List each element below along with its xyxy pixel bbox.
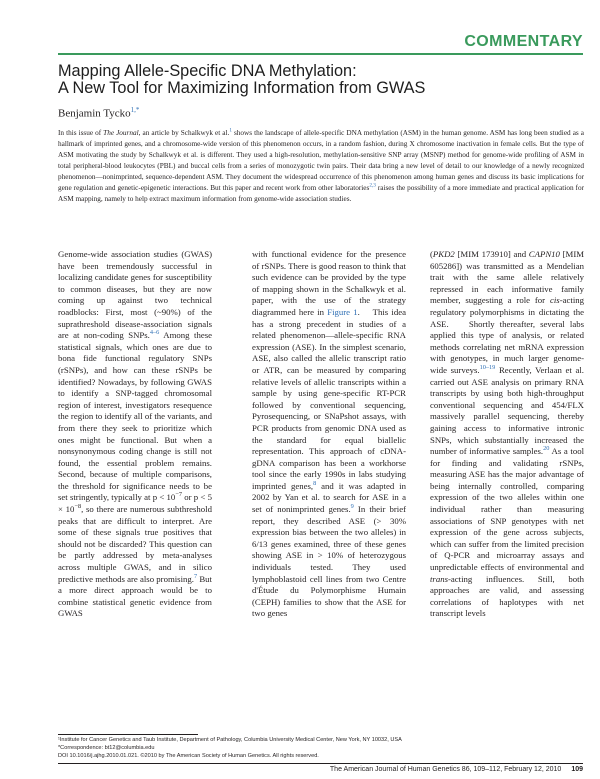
text-run: ( xyxy=(430,249,433,259)
exponent: −8 xyxy=(74,503,82,511)
text-run: In their brief report, they described ASE (> 30% expression bias between the two alleles) in 6/13 genes examined, three of these genes showing ASE in > 10% of heterozygous individuals tested. They used lymphoblastoid cell lines from two Centre d'Étude du Polymorphisme Humain (CEPH) families to show that the ASE for two genes xyxy=(252,504,407,619)
text-run: Recently, Verlaan et al. carried out ASE analysis on primary RNA transcripts by using both high-throughput conventional sequencing and 454/FLX massively parallel sequencing, thereby gaining access to informative intronic SNPs, which substantially increased the number of informative samples. xyxy=(430,364,584,457)
exponent: −7 xyxy=(175,491,182,499)
article-title xyxy=(58,63,538,97)
section-label: COMMENTARY xyxy=(464,33,583,50)
abstract xyxy=(58,128,584,205)
reference-citation[interactable]: 10–19 xyxy=(479,364,496,372)
affiliation-footnote: ¹Institute for Cancer Genetics and Taub Institute, Department of Pathology, Columbia University Medical Center, New York, NY 10032, USA xyxy=(58,737,402,743)
journal-citation: The American Journal of Human Genetics 86, 109–112, February 12, 2010 xyxy=(329,766,562,773)
figure-link[interactable]: Figure 1 xyxy=(327,306,358,317)
author-affiliation-marks[interactable]: 1,* xyxy=(130,106,140,114)
header-rule xyxy=(58,53,583,55)
title-line-1: Mapping Allele-Specific DNA Methylation: xyxy=(58,62,357,80)
page-number: 109 xyxy=(571,766,583,773)
reference-citation[interactable]: 4–6 xyxy=(149,329,160,337)
reference-citation[interactable]: 2,3 xyxy=(369,182,376,189)
italic-term: trans xyxy=(430,573,448,584)
text-run: , an article by Schalkwyk et al. xyxy=(138,129,230,137)
body-text xyxy=(58,249,212,620)
reference-citation[interactable]: 7 xyxy=(193,572,198,580)
reference-citation[interactable]: 1 xyxy=(229,127,232,134)
text-run: Among these statistical signals, which ones are due to bona fide functional regulatory SNPs (rSNPs), and how can these rSNPs be identified? Nowadays, by following GWAS to identify a SNP-tagged chromosomal region of interest, investigators resequence the region to identify all of the variants, and from there they seek to prioritize which ones might be functional. But when a nonsynonymous coding change is still not found, the essential problem remains. Second, because of multiple comparisons, the threshold for significance needs to be set stringently, typically at p < 10 xyxy=(58,330,212,503)
text-run: Genome-wide association studies (GWAS) have been tremendously successful in localizing candidate genes for susceptibility to common diseases, but they are now coming up against two technical roadblocks: First, most (~90%) of the suprathreshold disease-association signals are at non-coding SNPs. xyxy=(58,249,212,341)
text-run: [MIM 605286]) was transmitted as a Mendelian trait with the same allele relatively repressed in each informative family member, suggesting a role for xyxy=(430,249,585,306)
text-run: and it was adapted in 2002 by Yan et al. to search for ASE in a set of nonimprinted genes. xyxy=(252,480,406,515)
reference-citation[interactable]: 9 xyxy=(350,503,354,511)
text-run: with functional evidence for the presence of rSNPs. There is good reason to think that such evidence can be provided by the type of mapping shown in the Schalkwyk et al. paper, with the use of the strategy diagrammed here in xyxy=(252,249,406,317)
doi-footnote[interactable]: DOI 10.1016/j.ajhg.2010.01.021. ©2010 by The American Society of Human Genetics. All rights reserved. xyxy=(58,752,319,759)
body-column-1 xyxy=(58,249,212,620)
body-text xyxy=(252,249,406,620)
footnote-rule xyxy=(58,734,198,735)
page-footer xyxy=(330,766,583,773)
author-line xyxy=(58,106,139,120)
footnotes xyxy=(58,737,584,760)
abstract-text xyxy=(58,128,584,205)
text-run: -acting regulatory polymorphisms in dictating the ASE. Shortly thereafter, several labs applied this type of analysis, or related methods correlating net mRNA expression with genotypes, in much larger genome-wide surveys. xyxy=(430,295,584,375)
body-column-2 xyxy=(252,249,406,620)
text-run: shows the landscape of allele-specific DNA methylation (ASM) in the human genome. ASM has long been studied as a hallmark of imprinted genes, and a chromosome-wide version of this phenomenon occurs, in a random fashion, during X chromosome inactivation in female cells. But the type of ASM motivating the study by Schalkwyk et al. is different. They used a high-resolution, methylation-sensitive SNP array (MSNP) method for genome-wide profiling of ASM in total peripheral-blood leukocytes (PBL) and buccal cells from a series of monozygotic twin pairs. Their data bring a new level of detail to our knowledge of a newly recognized phenomenon—nonimprinted, sequence-dependent ASM. They document the widespread occurrence of this phenomenon among human genes and discuss its basic implications for gene regulation and genetic-epigenetic interactions. But this paper and recent work from other laboratories xyxy=(58,129,584,193)
text-run: But a more direct approach would be to combine statistical genetic evidence from GWAS xyxy=(58,573,212,619)
body-column-3 xyxy=(430,249,584,620)
text-run: In this issue of xyxy=(58,129,104,137)
title-line-2: A New Tool for Maximizing Information from GWAS xyxy=(58,79,426,97)
text-run: As a tool for finding and validating rSNPs, measuring ASE has the major advantage of being internally controlled, comparing expression of the two alleles within one individual rather than measuring associations of SNP genotypes with net expression of the gene across subjects, which can suffer from the limited precision of Q-PCR and microarray assays and unpredictable effects of environmental and xyxy=(430,446,584,573)
italic-term: The Journal xyxy=(103,129,139,137)
text-run: [MIM 173910] and xyxy=(454,249,529,259)
text-run: raises the possibility of a more immediate and practical application for ASM mapping, namely to help extract maximum information from genome-wide association studies. xyxy=(58,184,584,204)
italic-term: PKD2 xyxy=(432,249,455,259)
author-name: Benjamin Tycko xyxy=(58,107,131,120)
text-run: , so there are numerous subthreshold peaks that are difficult to interpret. Are some of these signals true positives that should not be discarded? This question can be partly addressed by meta-analyses across multiple GWAS, and in silico predictive methods are also promising. xyxy=(58,504,212,584)
footer-rule xyxy=(58,763,583,764)
reference-citation[interactable]: 20 xyxy=(543,445,550,453)
italic-term: cis xyxy=(549,295,560,306)
correspondence-footnote[interactable]: *Correspondence: bt12@columbia.edu xyxy=(58,744,155,751)
text-run: -acting influences. Still, both approaches are valid, and assessing correlations of haplotypes with net transcript levels xyxy=(430,573,584,619)
text-run: . This idea has a strong precedent in studies of a related phenomenon—allele-specific RNA expression (ASE). In the simplest scenario, ASE, also called the allelic transcript ratio or ATR, can be measured by comparing relative levels of allelic transcripts within a sample by using gene-specific RT-PCR followed by conventional sequencing, Pyrosequencing, or SNaPshot assays, with PCR products from genomic DNA used as the standard for equal biallelic representation. This approach of cDNA-gDNA comparison has been a workhorse tool since the early 1990s in labs studying imprinted genes, xyxy=(252,306,406,491)
text-run: or p < 5 × 10 xyxy=(58,492,212,515)
reference-citation[interactable]: 8 xyxy=(313,479,317,487)
italic-term: CAPN10 xyxy=(528,249,560,259)
body-text xyxy=(430,249,584,620)
